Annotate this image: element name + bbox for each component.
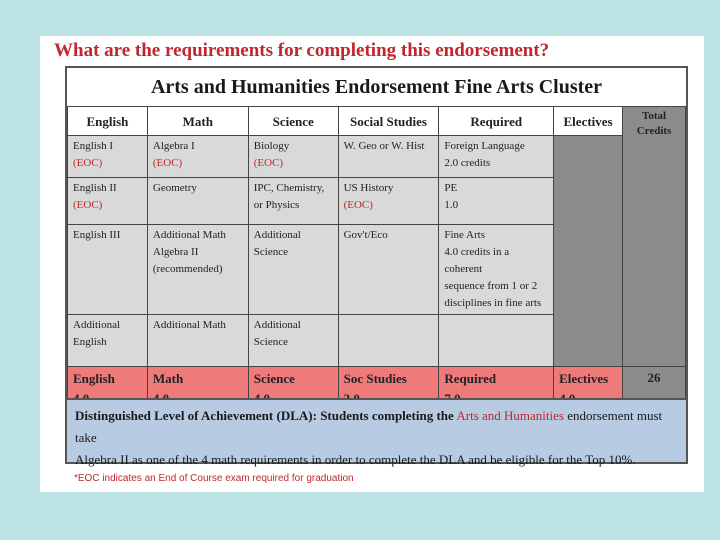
requirements-frame [65,66,688,467]
header-required: Required [439,107,554,136]
header-electives: Electives [554,107,623,136]
course-cell: Biology (EOC) [248,136,338,178]
slide-heading: What are the requirements for completing this endorsement? [54,40,550,61]
requirements-table [67,106,686,413]
table-title: Arts and Humanities Endorsement Fine Arts Cluster [67,68,686,108]
electives-cell [554,136,623,367]
course-cell: Gov't/Eco [338,225,439,315]
header-social-studies: Social Studies [338,107,439,136]
course-cell: Foreign Language 2.0 credits [439,136,554,178]
dla-note [67,398,686,467]
dla-text: Students completing the [320,408,454,423]
total-credits-header-line: Credits [636,125,672,137]
course-cell: English I (EOC) [68,136,148,178]
course-cell: Geometry [147,178,248,225]
dla-label: Distinguished Level of Achievement (DLA): [75,408,317,423]
course-cell [338,315,439,367]
slide [40,36,704,492]
total-math: Math [147,367,248,413]
course-cell: Additional English [68,315,148,367]
course-cell: W. Geo or W. Hist [338,136,439,178]
dla-line-2: Algebra II as one of the 4 math requirements in order to complete the DLA and be eligible for the Top 10%. [75,452,636,467]
total-credits-column [623,107,686,367]
course-cell: Fine Arts 4.0 credits in a coherent sequence from 1 or 2 disciplines in fine arts [439,225,554,315]
header-row [68,107,686,136]
total-english: English [68,367,148,413]
course-cell: English III [68,225,148,315]
total-science: Science [248,367,338,413]
header-english: English [68,107,148,136]
course-cell: English II (EOC) [68,178,148,225]
dla-text: endorsement must take [75,408,663,445]
total-electives: Electives [554,367,623,413]
course-cell: Additional Math Algebra II (recommended) [147,225,248,315]
course-cell: IPC, Chemistry, or Physics [248,178,338,225]
dla-highlight: Arts and Humanities [456,408,564,423]
total-required: Required [439,367,554,413]
course-cell: PE 1.0 [439,178,554,225]
table-row [68,136,686,178]
course-cell: Additional Math [147,315,248,367]
header-science: Science [248,107,338,136]
course-cell: Algebra I (EOC) [147,136,248,178]
course-cell: US History (EOC) [338,178,439,225]
total-social-studies: Soc Studies [338,367,439,413]
total-credits-header-line: Total [642,110,667,122]
course-cell [439,315,554,367]
course-cell: Additional Science [248,315,338,367]
total-credits-value: 26 [623,367,686,413]
header-math: Math [147,107,248,136]
course-cell: Additional Science [248,225,338,315]
eoc-footnote: *EOC indicates an End of Course exam required for graduation [74,473,354,484]
